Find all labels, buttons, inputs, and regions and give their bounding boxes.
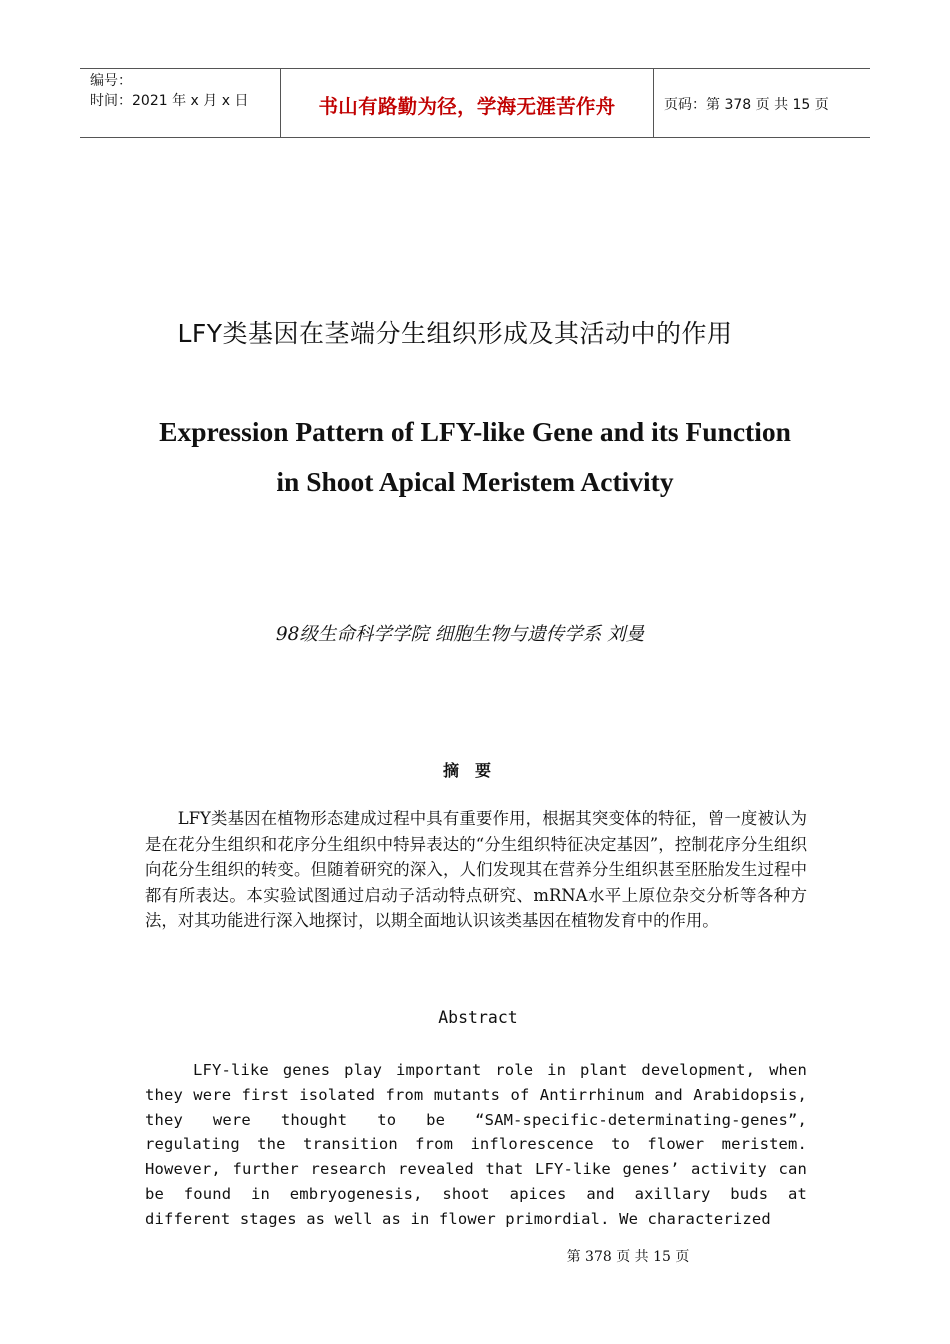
header-motto-cell bbox=[281, 69, 654, 137]
header-left-cell bbox=[80, 69, 281, 137]
header-page-info: 页码：第 378 页 共 15 页 bbox=[664, 97, 829, 113]
document-number-label: 编号： bbox=[90, 73, 132, 89]
english-abstract-heading: Abstract bbox=[438, 1008, 518, 1027]
page-footer: 第 378 页 共 15 页 bbox=[566, 1249, 690, 1265]
page-header bbox=[80, 68, 870, 138]
author-line: 98级生命科学学院 细胞生物与遗传学系 刘曼 bbox=[275, 624, 645, 645]
chinese-title: LFY类基因在茎端分生组织形成及其活动中的作用 bbox=[177, 319, 733, 348]
english-title-line-2: in Shoot Apical Meristem Activity bbox=[276, 466, 674, 497]
header-motto: 书山有路勤为径，学海无涯苦作舟 bbox=[318, 95, 616, 118]
document-date: 时间：2021 年 x 月 x 日 bbox=[90, 93, 249, 109]
chinese-abstract-heading: 摘要 bbox=[442, 761, 507, 780]
chinese-abstract-body: LFY类基因在植物形态建成过程中具有重要作用，根据其突变体的特征，曾一度被认为是在花分生组织和花序分生组织中特异表达的“分生组织特征决定基因”，控制花序分生组织向花分生组织的转变。但随着研究的深入，人们发现其在营养分生组织甚至胚胎发生过程中都有所表达。本实验试图通过启动子活动特点研究、mRNA水平上原位杂交分析等各种方法，对其功能进行深入地探讨，以期全面地认识该类基因在植物发育中的作用。 bbox=[145, 809, 807, 930]
english-title-line-1: Expression Pattern of LFY-like Gene and its Function bbox=[159, 416, 791, 447]
english-abstract-body: LFY-like genes play important role in plant development, when they were first isolated from mutants of Antirrhinum and Arabidopsis, they were thought to be “SAM-specific-determinating-genes”, regulating the transition from inflorescence to flower meristem. However, further research revealed that LFY-like genes’ activity can be found in embryogenesis, shoot apices and axillary buds at different stages as well as in flower primordial. We characterized bbox=[145, 1061, 807, 1228]
